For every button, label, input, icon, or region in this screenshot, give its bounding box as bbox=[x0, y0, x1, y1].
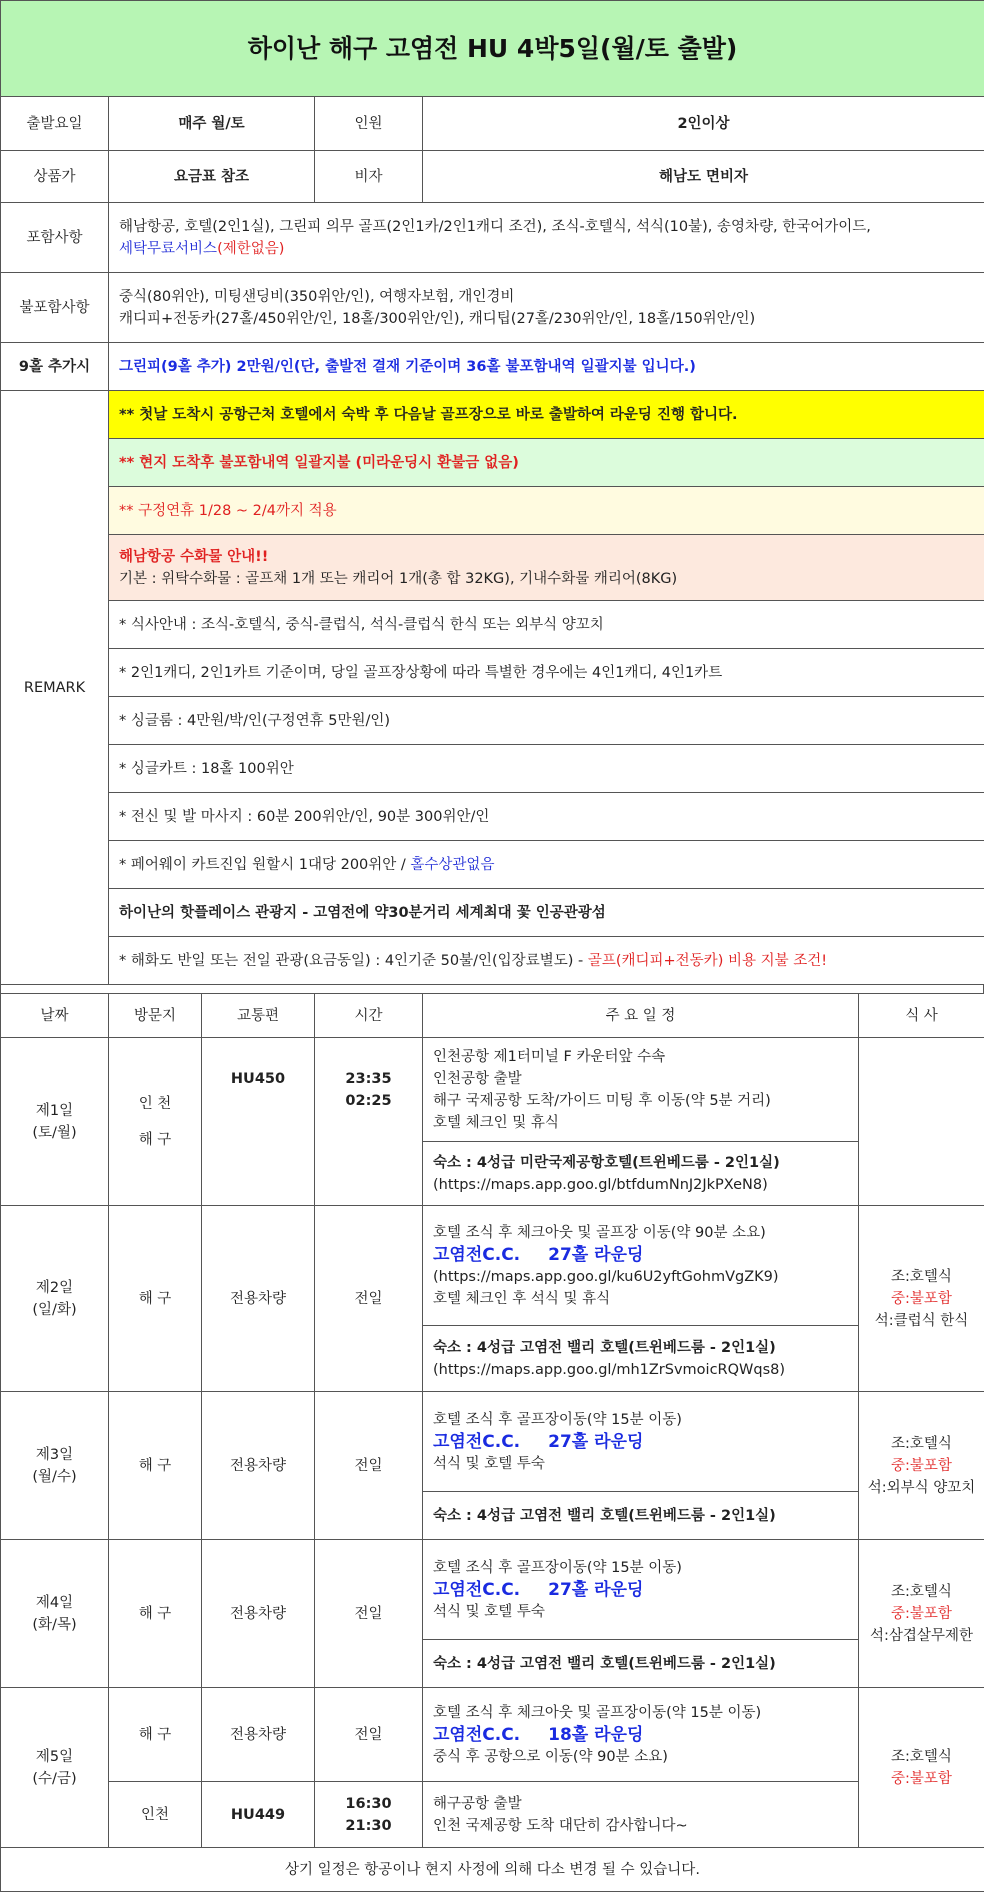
day4-date-label: 제4일 bbox=[35, 1594, 74, 1611]
day2-meal-breakfast: 조:호텔식 bbox=[891, 1268, 952, 1285]
nine-hole-value: 그린피(9홀 추가) 2만원/인(단, 출발전 결재 기준이며 36홀 불포함내역 일괄지불 입니다.) bbox=[109, 343, 984, 391]
page-title: 하이난 해구 고염전 HU 4박5일(월/토 출발) bbox=[1, 1, 984, 97]
day5-time-arrive: 21:30 bbox=[345, 1817, 392, 1834]
day4-transport: 전용차량 bbox=[202, 1540, 315, 1688]
day5-time-2 bbox=[315, 1782, 423, 1848]
day2-date-label: 제2일 bbox=[35, 1279, 74, 1296]
depart-value: 매주 월/토 bbox=[109, 97, 315, 151]
baggage-body: 기본 : 위탁수화물 : 골프채 1개 또는 캐리어 1개(총 합 32KG), 기내수화물 캐리어(8KG) bbox=[119, 570, 678, 587]
day4-meal-dinner: 석:삼겹살무제한 bbox=[870, 1627, 973, 1644]
day3-golf bbox=[433, 1431, 848, 1453]
day5-transport: 전용차량 bbox=[202, 1688, 315, 1782]
header-transport: 교통편 bbox=[202, 994, 315, 1038]
day3-place: 해 구 bbox=[109, 1392, 202, 1540]
day2-golf-url: (https://maps.app.goo.gl/ku6U2yftGohmVgZK9) bbox=[433, 1268, 779, 1285]
day3-meal bbox=[859, 1392, 984, 1540]
exclude-value bbox=[109, 273, 984, 343]
day1-plan bbox=[423, 1038, 859, 1142]
day1-plan-3: 해구 국제공항 도착/가이드 미팅 후 이동(약 5분 거리) bbox=[433, 1092, 771, 1109]
depart-label: 출발요일 bbox=[1, 97, 109, 151]
schedule-footer-note: 상기 일정은 항공이나 현지 사정에 의해 다소 변경 될 수 있습니다. bbox=[1, 1848, 984, 1892]
day3-plan bbox=[423, 1392, 859, 1492]
day4-time: 전일 bbox=[315, 1540, 423, 1688]
day4-place: 해 구 bbox=[109, 1540, 202, 1688]
day2-hotel-name: 숙소 : 4성급 고염전 밸리 호텔(트윈베드룸 - 2인1실) bbox=[433, 1339, 776, 1356]
day2-meal bbox=[859, 1206, 984, 1392]
fairway-cart-holes: 홀수상관없음 bbox=[410, 856, 495, 873]
day3-date bbox=[1, 1392, 109, 1540]
day1-plan-1: 인천공항 제1터미널 F 카운터앞 수속 bbox=[433, 1048, 666, 1065]
remark-fairway-cart bbox=[109, 841, 984, 889]
day5-time: 전일 bbox=[315, 1688, 423, 1782]
day1-plan-4: 호텔 체크인 및 휴식 bbox=[433, 1114, 559, 1131]
day1-time bbox=[315, 1038, 423, 1206]
laundry-service: 세탁무료서비스 bbox=[119, 240, 218, 257]
day4-golf bbox=[433, 1579, 848, 1601]
day5-plan-3: 중식 후 공항으로 이동(약 90분 소요) bbox=[433, 1748, 668, 1765]
include-value bbox=[109, 203, 984, 273]
people-value: 2인이상 bbox=[423, 97, 984, 151]
exclude-line-2: 캐디피+전동카(27홀/450위안/인, 18홀/300위안/인), 캐디팁(27홀/230위안/인, 18홀/150위안/인) bbox=[119, 310, 756, 327]
visa-label: 비자 bbox=[315, 151, 423, 203]
day3-transport: 전용차량 bbox=[202, 1392, 315, 1540]
day3-date-label: 제3일 bbox=[35, 1446, 74, 1463]
day1-place bbox=[109, 1038, 202, 1206]
day2-date-days: (일/화) bbox=[32, 1301, 77, 1318]
day1-hotel-name: 숙소 : 4성급 미란국제공항호텔(트윈베드룸 - 2인1실) bbox=[433, 1154, 780, 1171]
day5-golf bbox=[433, 1724, 848, 1746]
day5-place: 해 구 bbox=[109, 1688, 202, 1782]
day4-meal-lunch: 중:불포함 bbox=[891, 1605, 952, 1622]
header-plan: 주 요 일 정 bbox=[423, 994, 859, 1038]
day4-meal bbox=[859, 1540, 984, 1688]
day3-time: 전일 bbox=[315, 1392, 423, 1540]
day3-plan-1: 호텔 조식 후 골프장이동(약 15분 이동) bbox=[433, 1411, 682, 1428]
day2-hotel-url: (https://maps.app.goo.gl/mh1ZrSvmoicRQWqs8) bbox=[433, 1361, 786, 1378]
exclude-label: 불포함사항 bbox=[1, 273, 109, 343]
day5-place-2: 인천 bbox=[109, 1782, 202, 1848]
remark-hotplace: 하이난의 핫플레이스 관광지 - 고염전에 약30분거리 세계최대 꽃 인공관광섬 bbox=[109, 889, 984, 937]
day2-meal-lunch: 중:불포함 bbox=[891, 1290, 952, 1307]
day4-plan-1: 호텔 조식 후 골프장이동(약 15분 이동) bbox=[433, 1559, 682, 1576]
remark-local-payment: ** 현지 도착후 불포함내역 일괄지불 (미라운딩시 환불금 없음) bbox=[109, 439, 984, 487]
remark-haihua-tour bbox=[109, 937, 984, 985]
day1-place-1: 인 천 bbox=[138, 1095, 172, 1112]
day4-plan-3: 석식 및 호텔 투숙 bbox=[433, 1603, 545, 1620]
haihua-tour-condition: 골프(캐디피+전동카) 비용 지불 조건! bbox=[587, 952, 828, 969]
day3-golf-course: 고염전C.C. bbox=[433, 1431, 521, 1452]
day1-date bbox=[1, 1038, 109, 1206]
day2-golf-round: 27홀 라운딩 bbox=[548, 1244, 644, 1265]
day1-time-1: 23:35 bbox=[345, 1071, 392, 1087]
day5-time-depart: 16:30 bbox=[345, 1795, 392, 1812]
day4-plan bbox=[423, 1540, 859, 1640]
remark-caddie-cart: * 2인1캐디, 2인1카트 기준이며, 당일 골프장상황에 따라 특별한 경우에는 4인1캐디, 4인1카트 bbox=[109, 649, 984, 697]
day1-date-days: (토/월) bbox=[32, 1124, 77, 1141]
laundry-unlimited: (제한없음) bbox=[217, 240, 285, 257]
include-line-1: 해남항공, 호텔(2인1실), 그린피 의무 골프(2인1카/2인1캐디 조건), 조식-호텔식, 석식(10불), 송영차량, 한국어가이드, bbox=[119, 218, 871, 235]
day5-meal-lunch: 중:불포함 bbox=[891, 1770, 952, 1787]
day3-date-days: (월/수) bbox=[32, 1468, 77, 1485]
day1-date-label: 제1일 bbox=[35, 1102, 74, 1119]
haihua-tour-text: * 해화도 반일 또는 전일 관광(요금동일) : 4인기준 50불/인(입장료별도) - bbox=[119, 952, 588, 969]
remark-holiday: ** 구정연휴 1/28 ~ 2/4까지 적용 bbox=[109, 487, 984, 535]
day1-plan-2: 인천공항 출발 bbox=[433, 1070, 522, 1087]
day3-meal-dinner: 석:외부식 양꼬치 bbox=[867, 1479, 976, 1496]
day2-place: 해 구 bbox=[109, 1206, 202, 1392]
day2-transport: 전용차량 bbox=[202, 1206, 315, 1392]
day3-plan-3: 석식 및 호텔 투숙 bbox=[433, 1455, 545, 1472]
nine-hole-label: 9홀 추가시 bbox=[1, 343, 109, 391]
day5-plan-1: 호텔 조식 후 체크아웃 및 골프장이동(약 15분 이동) bbox=[433, 1704, 762, 1721]
day4-meal-breakfast: 조:호텔식 bbox=[891, 1583, 952, 1600]
price-value: 요금표 참조 bbox=[109, 151, 315, 203]
day5-row bbox=[1, 1688, 984, 1782]
day5-plan-4: 해구공항 출발 bbox=[433, 1795, 522, 1812]
day2-meal-dinner: 석:클럽식 한식 bbox=[874, 1312, 969, 1329]
remark-label: REMARK bbox=[1, 391, 109, 985]
day1-transport: HU450 bbox=[202, 1038, 315, 1206]
day5-meal bbox=[859, 1688, 984, 1848]
header-time: 시간 bbox=[315, 994, 423, 1038]
remark-first-night: ** 첫날 도착시 공항근처 호텔에서 숙박 후 다음날 골프장으로 바로 출발하여 라운딩 진행 합니다. bbox=[109, 391, 984, 439]
header-date: 날짜 bbox=[1, 994, 109, 1038]
day2-date bbox=[1, 1206, 109, 1392]
day5-golf-round: 18홀 라운딩 bbox=[548, 1724, 644, 1745]
day2-time: 전일 bbox=[315, 1206, 423, 1392]
include-label: 포함사항 bbox=[1, 203, 109, 273]
day2-plan bbox=[423, 1206, 859, 1326]
day1-hotel bbox=[423, 1142, 859, 1206]
remark-massage: * 전신 및 발 마사지 : 60분 200위안/인, 90분 300위안/인 bbox=[109, 793, 984, 841]
exclude-line-1: 중식(80위안), 미팅샌딩비(350위안/인), 여행자보험, 개인경비 bbox=[119, 288, 515, 305]
day4-row bbox=[1, 1540, 984, 1640]
header-meal: 식 사 bbox=[859, 994, 984, 1038]
day3-meal-lunch: 중:불포함 bbox=[891, 1457, 952, 1474]
day5-plan-5: 인천 국제공항 도착 대단히 감사합니다~ bbox=[433, 1817, 688, 1834]
day5-golf-course: 고염전C.C. bbox=[433, 1724, 521, 1745]
day5-date-label: 제5일 bbox=[35, 1748, 74, 1765]
day3-meal-breakfast: 조:호텔식 bbox=[891, 1435, 952, 1452]
day2-hotel bbox=[423, 1326, 859, 1392]
day3-row bbox=[1, 1392, 984, 1492]
remark-meals: * 식사안내 : 조식-호텔식, 중식-클럽식, 석식-클럽식 한식 또는 외부식 양꼬치 bbox=[109, 601, 984, 649]
remark-baggage bbox=[109, 535, 984, 601]
day1-row bbox=[1, 1038, 984, 1142]
people-label: 인원 bbox=[315, 97, 423, 151]
day3-golf-round: 27홀 라운딩 bbox=[548, 1431, 644, 1452]
day1-place-2: 해 구 bbox=[138, 1131, 172, 1148]
include-line-2 bbox=[119, 238, 974, 260]
day1-meal bbox=[859, 1038, 984, 1206]
day4-date bbox=[1, 1540, 109, 1688]
day4-golf-course: 고염전C.C. bbox=[433, 1579, 521, 1600]
day5-plan-return bbox=[423, 1782, 859, 1848]
day4-date-days: (화/목) bbox=[32, 1616, 77, 1633]
baggage-title: 해남항공 수화물 안내!! bbox=[119, 548, 269, 565]
day5-date bbox=[1, 1688, 109, 1848]
day5-plan bbox=[423, 1688, 859, 1782]
day2-plan-1: 호텔 조식 후 체크아웃 및 골프장 이동(약 90분 소요) bbox=[433, 1224, 766, 1241]
day2-row bbox=[1, 1206, 984, 1326]
day2-golf bbox=[433, 1244, 848, 1266]
day4-hotel: 숙소 : 4성급 고염전 밸리 호텔(트윈베드룸 - 2인1실) bbox=[423, 1640, 859, 1688]
day3-hotel: 숙소 : 4성급 고염전 밸리 호텔(트윈베드룸 - 2인1실) bbox=[423, 1492, 859, 1540]
day5-meal-breakfast: 조:호텔식 bbox=[891, 1748, 952, 1765]
section-divider bbox=[0, 985, 984, 993]
remark-single-cart: * 싱글카트 : 18홀 100위안 bbox=[109, 745, 984, 793]
visa-value: 해남도 면비자 bbox=[423, 151, 984, 203]
day4-golf-round: 27홀 라운딩 bbox=[548, 1579, 644, 1600]
fairway-cart-text: * 페어웨이 카트진입 원할시 1대당 200위안 / bbox=[119, 856, 411, 873]
day1-hotel-url: (https://maps.app.goo.gl/btfdumNnJ2JkPXeN8) bbox=[433, 1176, 768, 1193]
header-place: 방문지 bbox=[109, 994, 202, 1038]
schedule-table bbox=[0, 993, 984, 1892]
remark-single-room: * 싱글룸 : 4만원/박/인(구정연휴 5만원/인) bbox=[109, 697, 984, 745]
day2-plan-3: 호텔 체크인 후 석식 및 휴식 bbox=[433, 1290, 611, 1307]
price-label: 상품가 bbox=[1, 151, 109, 203]
day1-time-2: 02:25 bbox=[345, 1093, 392, 1109]
day5-transport-2: HU449 bbox=[202, 1782, 315, 1848]
day2-golf-course: 고염전C.C. bbox=[433, 1244, 521, 1265]
day5-date-days: (수/금) bbox=[32, 1770, 77, 1787]
